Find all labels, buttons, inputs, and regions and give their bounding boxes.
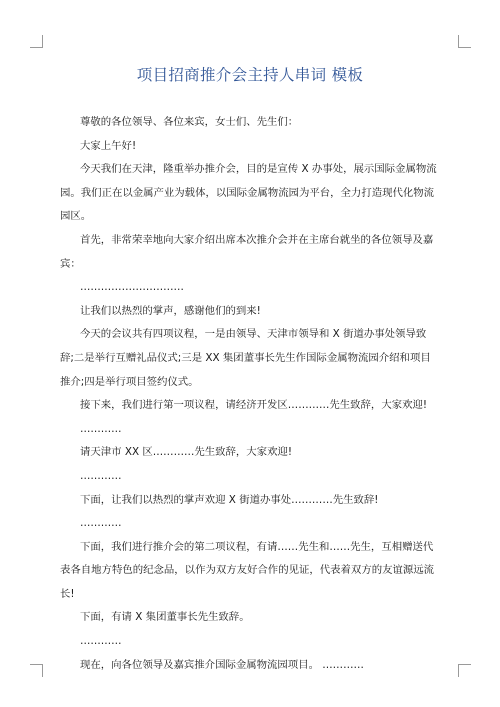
paragraph: 大家上午好! (80, 139, 137, 152)
crop-mark-top-left (30, 35, 43, 48)
paragraph: ………… (80, 469, 122, 482)
crop-mark-top-right (458, 35, 471, 48)
crop-mark-bottom-right (458, 664, 471, 677)
paragraph: 今天的会议共有四项议程，一是由领导、天津市领导和 X 街道办事处领导致辞;二是举行互赠礼品仪式;三是 XX 集团董事长先生作国际金属物流园介绍和项目推介;四是举行项目签约仪式。 (60, 328, 431, 388)
paragraph: ………… (80, 635, 122, 648)
paragraph: 让我们以热烈的掌声，感谢他们的到来! (80, 304, 261, 317)
crop-mark-bottom-left (30, 664, 43, 677)
paragraph: 接下来，我们进行第一项议程，请经济开发区…………先生致辞，大家欢迎! (80, 399, 428, 412)
paragraph: 下面，有请 X 集团董事长先生致辞。 (80, 611, 250, 624)
paragraph: ………… (80, 422, 122, 435)
paragraph: ………………………… (80, 281, 184, 294)
paragraph: 请天津市 XX 区…………先生致辞，大家欢迎! (80, 446, 293, 459)
paragraph: 现在，向各位领导及嘉宾推介国际金属物流园项目。 ………… (80, 658, 364, 671)
paragraph: 今天我们在天津，隆重举办推介会，目的是宣传 X 办事处，展示国际金属物流园。我们正在以金属产业为载体，以国际金属物流园为平台，全力打造现代化物流园区。 (60, 163, 437, 223)
document-title: 项目招商推介会主持人串词 模板 (136, 66, 364, 84)
paragraph: 下面，让我们以热烈的掌声欢迎 X 街道办事处…………先生致辞! (80, 493, 379, 506)
paragraph: ………… (80, 517, 122, 530)
paragraph: 尊敬的各位领导、各位来宾，女士们、先生们： (80, 116, 299, 128)
document-body (60, 111, 440, 677)
paragraph: 首先，非常荣幸地向大家介绍出席本次推介会并在主席台就坐的各位领导及嘉宾： (60, 233, 434, 270)
paragraph: 下面，我们进行推介会的第二项议程，有请……先生和……先生，互相赠送代表各自地方特色的纪念品，以作为双方友好合作的见证，代表着双方的友谊源远流长! (60, 540, 435, 600)
